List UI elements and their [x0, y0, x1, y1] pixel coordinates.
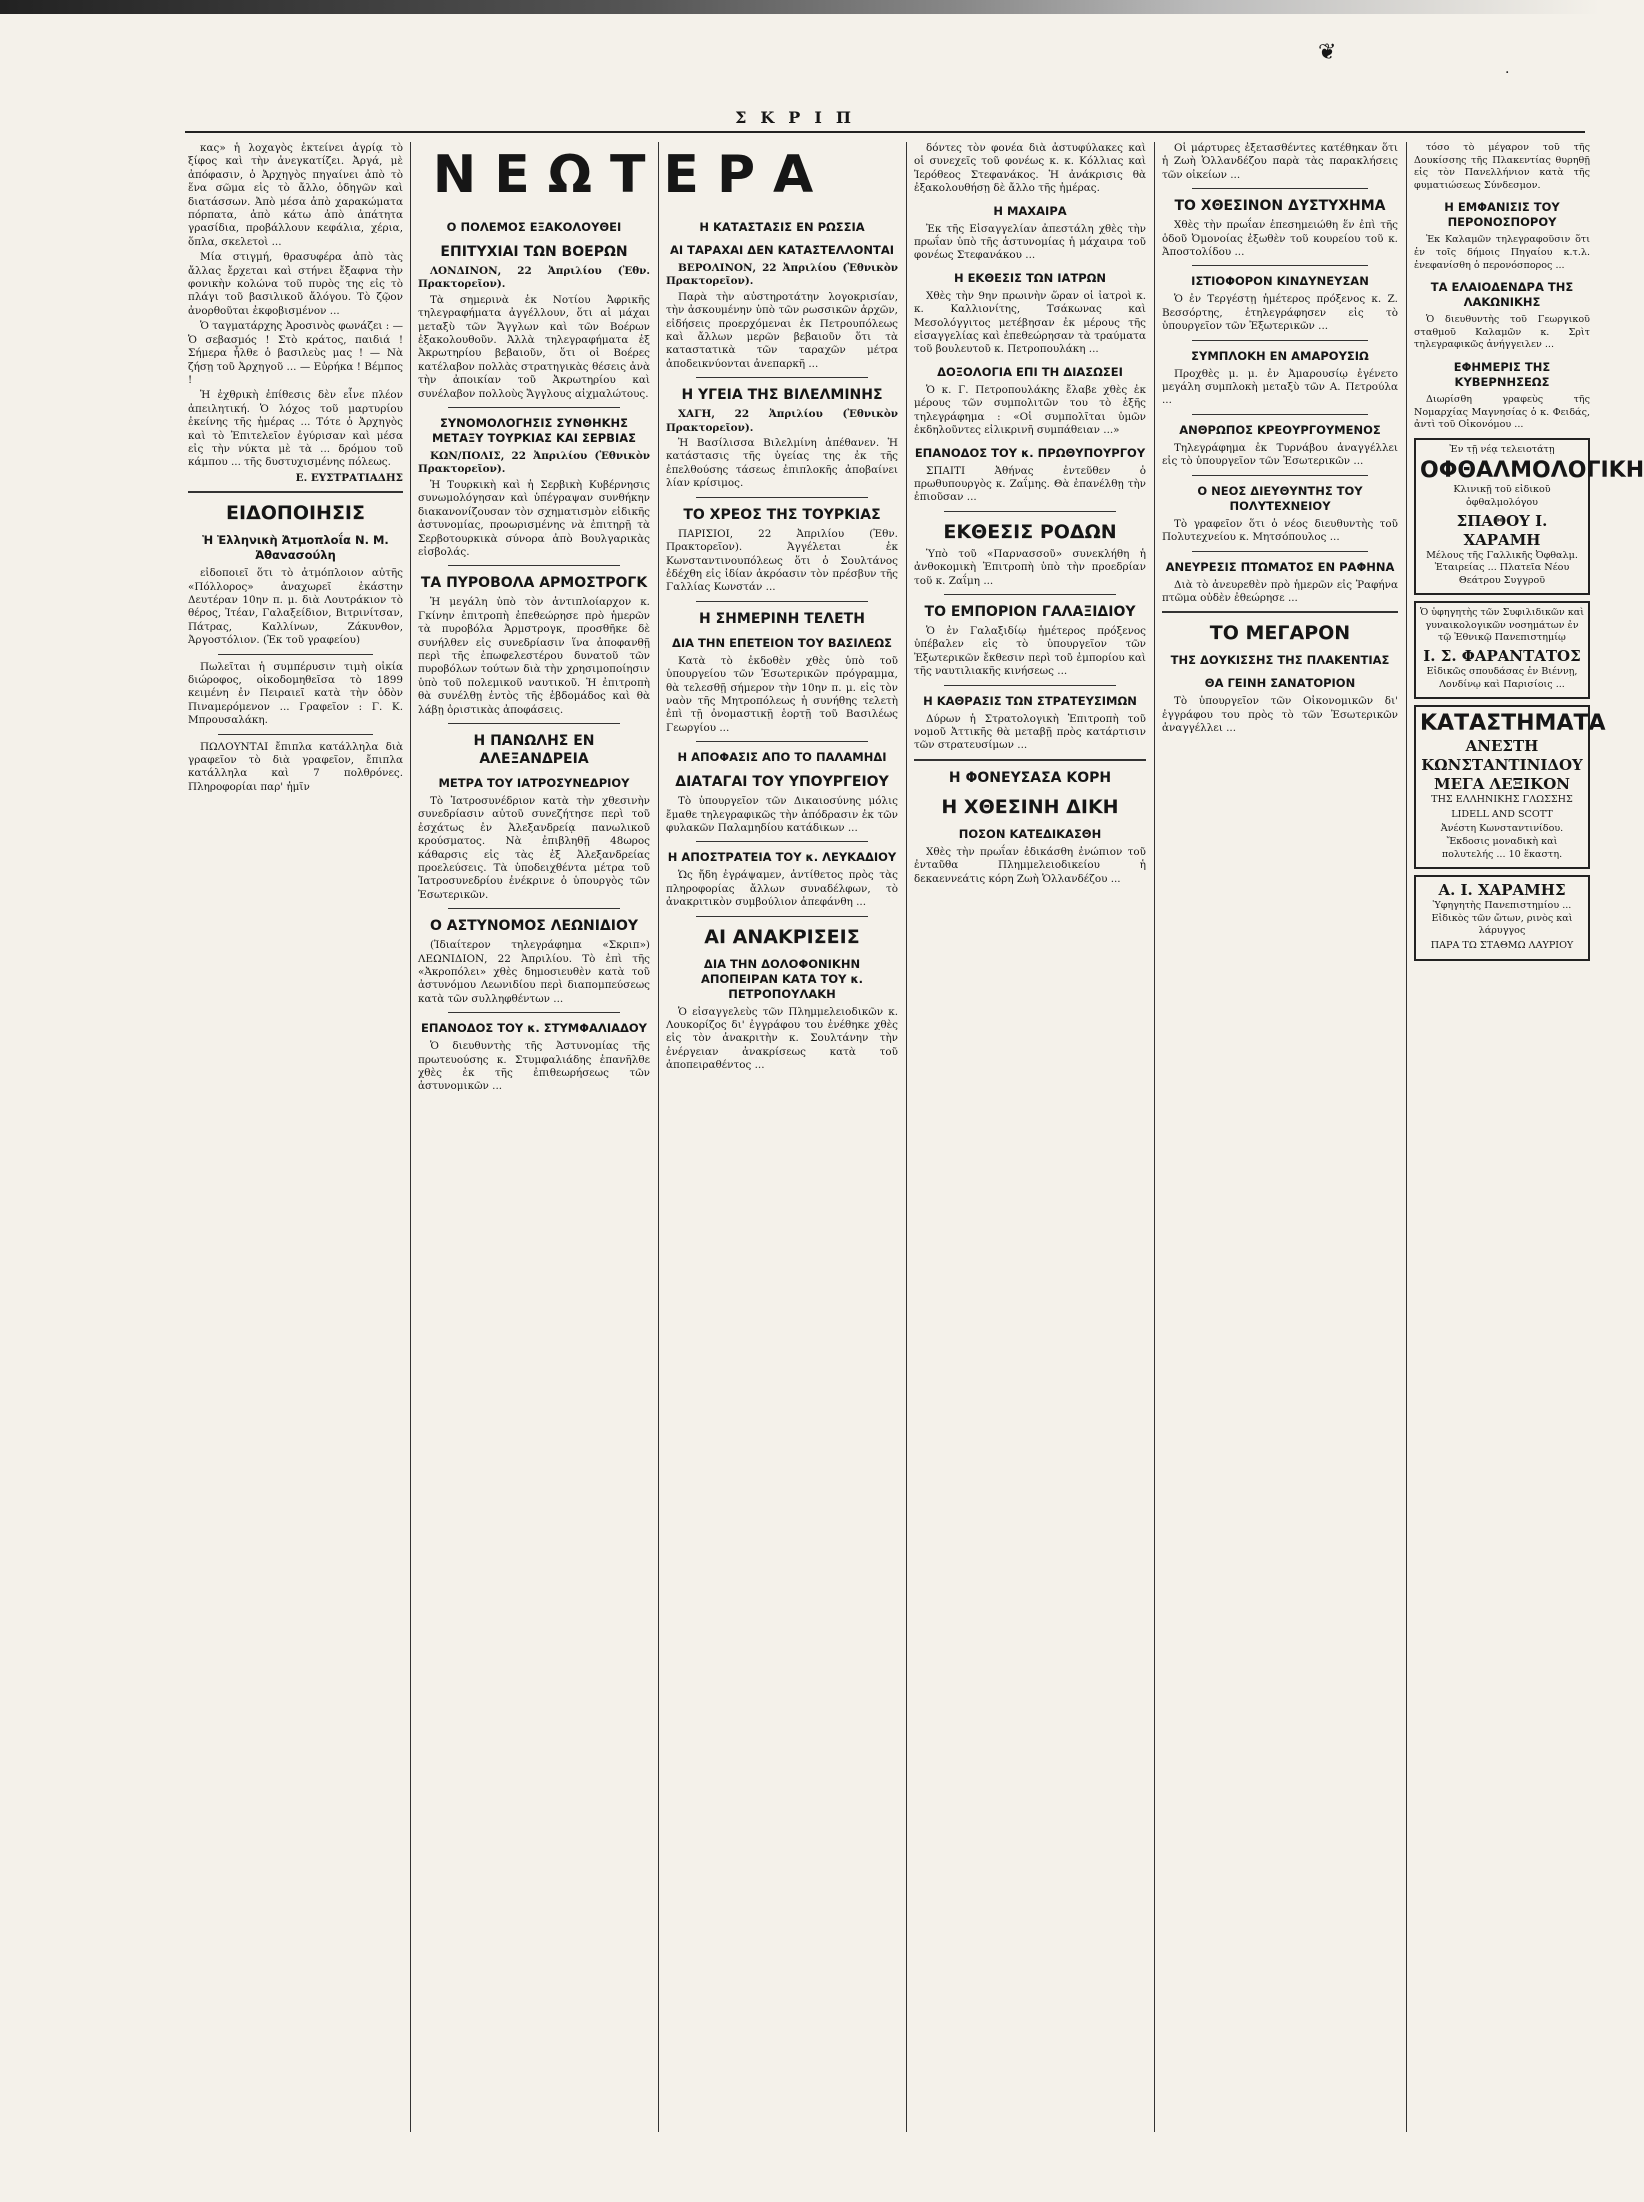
headline: ΤΑ ΠΥΡΟΒΟΛΑ ΑΡΜΟΣΤΡΟΓΚ [420, 575, 648, 592]
article-text: Ὁ ταγματάρχης Ἀροσινὸς φωνάζει : — Ὁ σεβασμός ! Στὸ κράτος, παιδιά ! Σήμερα ἦλθε ὁ βασιλεὺς μας ! — Νὰ ζήσῃ τοῦ Ἀρχηγοῦ ... — Εὐρήκα ! Βέμπος ! [188, 320, 403, 386]
headline: ΤΟ ΧΡΕΟΣ ΤΗΣ ΤΟΥΡΚΙΑΣ [683, 506, 881, 523]
classified-ad: ΠΩΛΟΥΝΤΑΙ ἔπιπλα κατάλληλα διὰ γραφεῖον τὸ διὰ γραφεῖον, ἔπιπλα κατάλληλα καὶ 7 πολθρόνες. Πληροφορίαι παρ' ἡμῖν [188, 740, 403, 793]
dateline: ΧΑΓΗ, 22 Ἀπριλίου (Ἐθνικὸν Πρακτορεῖον). [666, 408, 898, 434]
headline: Η ΠΑΝΩΛΗΣ ΕΝ ΑΛΕΞΑΝΔΡΕΙΑ [473, 732, 595, 767]
headline: Η ΥΓΕΙΑ ΤΗΣ ΒΙΛΕΛΜΙΝΗΣ [681, 387, 883, 404]
article-text: Χθὲς τὴν πρωΐαν ἐδικάσθη ἐνώπιον τοῦ ἐνταῦθα Πλημμελειοδικείου ἡ δεκαεννεάτις κόρη Ζωὴ Ὁλλανδέζου ... [914, 845, 1146, 885]
subheadline: ΜΕΤΡΑ ΤΟΥ ΙΑΤΡΟΣΥΝΕΔΡΙΟΥ [438, 775, 630, 790]
article-text: Μία στιγμή, θρασυφέρα ἀπὸ τὰς ἄλλας ἔρχεται καὶ στήνει ἔξαφνα τὴν φονικὴν κολώνα τοῦ πυρὸς της εἰς τὸ πλάγι τοῦ βασιλικοῦ ἄλόγου. Τὸ ζῷον ἀνορθοῦται ἐκφοβισμένον ... [188, 251, 403, 317]
headline: ΤΟ ΧΘΕΣΙΝΟΝ ΔΥΣΤΥΧΗΜΑ [1174, 198, 1386, 215]
headline: ΣΥΝΟΜΟΛΟΓΗΣΙΣ ΣΥΝΘΗΚΗΣ ΜΕΤΑΞΥ ΤΟΥΡΚΙΑΣ ΚΑΙ ΣΕΡΒΙΑΣ [431, 416, 636, 446]
bookstore-ad [1414, 705, 1606, 869]
article-text: Ὁ διευθυντὴς τῆς Ἀστυνομίας τῆς πρωτευούσης κ. Στυμφαλιάδης ἐπανῆλθε χθὲς ἐκ τῆς ἐπιθεωρήσεως τῶν ἀστυνομικῶν ... [418, 1040, 650, 1093]
divider [448, 1012, 620, 1013]
divider [218, 734, 373, 735]
article-text: τόσο τὸ μέγαρον τοῦ τῆς Δουκίσσης τῆς Πλακεντίας θυρηθῇ εἰς τὸν Πανελλήνιον κατὰ τῆς φυματιώσεως Σύνδεσμον. [1414, 142, 1590, 191]
article-text: Ὁ εἰσαγγελεὺς τῶν Πλημμελειοδικῶν κ. Λουκορίζος δι' ἐγγράφου του ἐνέθηκε χθὲς εἰς τὸν ἀνακριτὴν κ. Σουλτάνην τὴν ἐνέργειαν ἀνακρίσεως κατὰ τοῦ ἀποπειραθέντος ... [666, 1005, 898, 1072]
article-text: Ἡ ἐχθρικὴ ἐπίθεσις δὲν εἶνε πλέον ἀπειλητική. Ὁ λόχος τοῦ μαρτυρίου ἐκείνης τῆς ἡμέρας ... Τότε ὁ Ἀρχηγὸς καὶ τὸ Ἐπιτελεῖον ἐγύρισαν καὶ μέσα εἰς τὴν νύκτα μὲ τὰ ... δρόμου τοῦ κάμπου ... τῆς δυστυχισμένης πόλεως. [188, 389, 403, 469]
column-2 [418, 142, 650, 2202]
headline: Η ΚΑΤΑΣΤΑΣΙΣ ΕΝ ΡΩΣΣΙΑ [699, 220, 865, 234]
doctor-ad [1414, 875, 1590, 960]
ad-text: Ὑφηγητὴς Πανεπιστημίου ... Εἰδικὸς τῶν ὤτων, ρινὸς καὶ λάρυγγος [1431, 900, 1573, 937]
headline: Η ΕΜΦΑΝΙΣΙΣ ΤΟΥ ΠΕΡΟΝΟΣΠΟΡΟΥ [1444, 200, 1560, 230]
notice-text: εἰδοποιεῖ ὅτι τὸ ἀτμόπλοιον αὐτῆς «Πόλλορος» ἀναχωρεῖ ἑκάστην Δευτέραν 10ην π. μ. διὰ Λουτράκιον τὸ θέρος, Ἰτέαν, Γαλαξείδιον, Βιτρινίτσαν, Πάτρας, Καλλίνων, Ζάκυνθον, Ἀργοστόλιον. (Ἐκ τοῦ γραφείου) [188, 567, 403, 647]
column-rule [906, 142, 907, 2132]
column-6 [1414, 142, 1644, 2132]
column-4 [914, 142, 1146, 2132]
headline: Ο ΝΕΟΣ ΔΙΕΥΘΥΝΤΗΣ ΤΟΥ ΠΟΛΥΤΕΧΝΕΙΟΥ [1197, 483, 1363, 513]
headline: ΕΠΑΝΟΔΟΣ ΤΟΥ κ. ΣΤΥΜΦΑΛΙΑΔΟΥ [420, 1021, 648, 1036]
headline: ΑΙ ΑΝΑΚΡΙΣΕΙΣ [704, 925, 860, 948]
headline: Ο ΠΟΛΕΜΟΣ ΕΞΑΚΟΛΟΥΘΕΙ [446, 220, 622, 234]
headline: Η ΦΟΝΕΥΣΑΣΑ ΚΟΡΗ [948, 769, 1112, 786]
article-text: Ὁ ἐν Γαλαξιδίῳ ἡμέτερος πρόξενος ὑπέβαλεν εἰς τὸ ὑπουργεῖον τῶν Ἐξωτερικῶν ἔκθεσιν περὶ τοῦ ἐμπορίου καὶ τῆς ναυτιλιακῆς κινήσεως ... [914, 624, 1146, 678]
article-text: Ἡ Τουρκικὴ καὶ ἡ Σερβικὴ Κυβέρνησις συνωμολόγησαν καὶ ὑπέγραψαν συνθήκην διακανονίζουσαν τὸν σχηματισμὸν εἰδικῆς ἀστυνομίας, προωρισμένης νὰ ἐπιτηρῇ τὰ Σερβοτουρκικὰ σύνορα ἀπὸ Βουλγαρικὰς εἰσβολάς. [418, 478, 650, 558]
ad-title: ΚΑΤΑΣΤΗΜΑΤΑ [1420, 711, 1606, 737]
article-text: (Ἰδιαίτερον τηλεγράφημα «Σκριπ») ΛΕΩΝΙΔΙΟΝ, 22 Ἀπριλίου. Τὸ ἐπὶ τῆς «Ἀκροπόλει» χθὲς δημοσιευθὲν κατὰ τοῦ ἀστυνόμου Λεωνιδίου περὶ διαπομπεύσεως κατὰ τῶν συλληφθέντων ... [418, 939, 650, 1005]
article-text: Προχθὲς μ. μ. ἐν Ἀμαρουσίῳ ἐγένετο μεγάλη συμπλοκὴ μεταξὺ τῶν Α. Πετρούλα ... [1162, 367, 1398, 407]
divider [1192, 551, 1368, 552]
divider [188, 491, 403, 493]
author-signature: Ε. ΕΥΣΤΡΑΤΙΑΔΗΣ [295, 471, 403, 484]
headline: ΑΝΘΡΩΠΟΣ ΚΡΕΟΥΡΓΟΥΜΕΝΟΣ [1179, 422, 1381, 437]
headline: ΣΥΜΠΛΟΚΗ ΕΝ ΑΜΑΡΟΥΣΙΩ [1191, 348, 1369, 363]
divider [696, 841, 868, 842]
divider [1192, 414, 1368, 415]
headline: ΑΝΕΥΡΕΣΙΣ ΠΤΩΜΑΤΟΣ ΕΝ ΡΑΦΗΝΑ [1165, 559, 1395, 574]
divider [696, 741, 868, 742]
column-rule [1154, 142, 1155, 2132]
divider [448, 565, 620, 566]
article-text: Τὸ γραφεῖον ὅτι ὁ νέος διευθυντὴς τοῦ Πολυτεχνείου κ. Μητσόπουλος ... [1162, 517, 1398, 544]
ad-line: Κλινικῇ τοῦ εἰδικοῦ ὀφθαλμολόγου [1453, 484, 1551, 508]
subheadline: ΔΙΑ ΤΗΝ ΔΟΛΟΦΟΝΙΚΗΝ ΑΠΟΠΕΙΡΑΝ ΚΑΤΑ ΤΟΥ κ. ΠΕΤΡΟΠΟΥΛΑΚΗ [700, 956, 864, 1001]
headline: ΕΦΗΜΕΡΙΣ ΤΗΣ ΚΥΒΕΡΝΗΣΕΩΣ [1453, 359, 1551, 389]
headline: ΤΟ ΜΕΓΑΡΟΝ [1209, 622, 1351, 645]
column-rule [410, 142, 411, 2132]
article-text: Παρὰ τὴν αὐστηροτάτην λογοκρισίαν, τὴν ἀσκουμένην ὑπὸ τῶν ρωσσικῶν ἀρχῶν, εἰδήσεις προερχόμεναι ἐκ Πετρουπόλεως καὶ ἄλλων μερῶν βεβαιοῦν ὅτι τὰ καταστατικὰ τῶν ταραχῶν μέτρα ἀποδεικνύονται ἀνεπαρκῆ ... [666, 290, 898, 370]
article-text: Δύρων ἡ Στρατολογικὴ Ἐπιτροπὴ τοῦ νομοῦ Ἀττικῆς θὰ μεταβῇ πρὸς κατάρτισιν τῶν στρατευσίμων ... [914, 712, 1146, 752]
divider [448, 407, 620, 408]
article-text: Διωρίσθη γραφεὺς τῆς Νομαρχίας Μαγνησίας ὁ κ. Φειδάς, ἀντὶ τοῦ Οἰκονόμου ... [1414, 393, 1590, 431]
divider [944, 594, 1116, 595]
divider [696, 601, 868, 602]
subheadline: ΕΠΙΤΥΧΙΑΙ ΤΩΝ ΒΟΕΡΩΝ [440, 244, 628, 260]
subheadline: ΠΟΣΟΝ ΚΑΤΕΔΙΚΑΣΘΗ [958, 826, 1102, 841]
subheadline: ΑΙ ΤΑΡΑΧΑΙ ΔΕΝ ΚΑΤΑΣΤΕΛΛΟΝΤΑΙ [669, 243, 895, 257]
headline: Η ΣΗΜΕΡΙΝΗ ΤΕΛΕΤΗ [699, 610, 865, 627]
article-text: Κατὰ τὸ ἐκδοθὲν χθὲς ὑπὸ τοῦ ὑπουργείου τῶν Ἐσωτερικῶν πρόγραμμα, θὰ τελεσθῇ σήμερον τὴν 10ην π. μ. εἰς τὸν ναὸν τῆς Μητροπόλεως ἡ συνήθης τελετὴ ἐπὶ τῇ ὀνομαστικῇ ἑορτῇ τοῦ Βασιλέως Γεωργίου ... [666, 654, 898, 734]
article-text: Διὰ τὸ ἀνευρεθὲν πρὸ ἡμερῶν εἰς Ῥαφήνα πτῶμα οὐδὲν ἐθεώρησε ... [1162, 578, 1398, 604]
ad-name: ΣΠΑΘΟΥ Ι. ΧΑΡΑΜΗ [1456, 511, 1548, 549]
article-text: Ὁ ἐν Τεργέστῃ ἡμέτερος πρόξενος κ. Ζ. Βεσσόρτης, ἐτηλεγράφησεν εἰς τὸ ὑπουργεῖον τῶν Ἐξωτερικῶν ... [1162, 293, 1398, 333]
article-text: Ἐκ τῆς Εἰσαγγελίαν ἀπεστάλη χθὲς τὴν πρωΐαν ὑπὸ τῆς ἀστυνομίας ἡ μάχαιρα τοῦ φονέως Στεφανάκου ... [914, 222, 1146, 262]
ad-name: Α. Ι. ΧΑΡΑΜΗΣ [1438, 881, 1566, 900]
ad-name: ΑΝΕΣΤΗ ΚΩΝΣΤΑΝΤΙΝΙΔΟΥ [1421, 737, 1583, 775]
dateline: ΚΩΝ/ΠΟΛΙΣ, 22 Ἀπριλίου (Ἐθνικὸν Πρακτορεῖον). [418, 450, 650, 476]
article-text: δόντες τὸν φονέα διὰ ἀστυφύλακες καὶ οἱ συνεχεῖς τοῦ φονέως κ. κ. Κόλλιας καὶ Ἰερόθεος Στεφανάκος. Ἡ ἀνάκρισις θὰ ἐξακολουθήσῃ δὲ ἄλλο τῆς ἡμέρας. [914, 142, 1146, 195]
column-rule [658, 142, 659, 2132]
subheadline: ΘΑ ΓΕΙΝΗ ΣΑΝΑΤΟΡΙΟΝ [1204, 676, 1356, 691]
article-text: Τὸ Ἰατροσυνέδριον κατὰ τὴν χθεσινὴν συνεδρίασιν αὐτοῦ συνεζήτησε περὶ τοῦ ἐσχάτως ἐν Ἀλεξανδρείᾳ πανωλικοῦ κρούσματος. Νὰ ἐπιβληθῇ 48ωρος κάθαρσις εἰς τὰς ἐξ Ἀλεξανδρείας προελεύσεις. Τὰ ὑποδειχθέντα μέτρα τοῦ Ἰατροσυνεδρίου ἐνέκρινε ὁ ὑπουργὸς τῶν Ἐσωτερικῶν. [418, 794, 650, 901]
headline: ΤΑ ΕΛΑΙΟΔΕΝΔΡΑ ΤΗΣ ΛΑΚΩΝΙΚΗΣ [1430, 280, 1574, 310]
article-text: Ὁ διευθυντὴς τοῦ Γεωργικοῦ σταθμοῦ Καλαμῶν κ. Σρὶτ τηλεγραφικῶς ἀνήγγειλεν ... [1414, 314, 1590, 351]
ad-text: Μέλους τῆς Γαλλικῆς Ὀφθαλμ. Ἑταιρείας ... Πλατεῖα Νέου Θεάτρου Συγγροῦ [1426, 549, 1578, 586]
divider [696, 497, 868, 498]
divider [696, 377, 868, 378]
divider [1162, 611, 1398, 613]
divider [1192, 188, 1368, 189]
notices-heading: ΕΙΔΟΠΟΙΗΣΙΣ [226, 502, 365, 525]
divider [696, 916, 868, 917]
ophthalmology-ad [1414, 438, 1644, 596]
subheadline: ΔΙΑΤΑΓΑΙ ΤΟΥ ΥΠΟΥΡΓΕΙΟΥ [675, 774, 889, 791]
ink-blot: ❦ [1318, 40, 1337, 65]
divider [218, 654, 373, 655]
headline: ΕΠΑΝΟΔΟΣ ΤΟΥ κ. ΠΡΩΘΥΠΟΥΡΓΟΥ [914, 445, 1146, 460]
divider [944, 511, 1116, 512]
news-banner: ΝΕΩΤΕΡΑ [432, 145, 832, 205]
article-text: Οἱ μάρτυρες ἐξετασθέντες κατέθηκαν ὅτι ἡ Ζωὴ Ὁλλανδέζου παρὰ τὰς παρακλήσεις τῶν οἰκείων ... [1162, 142, 1398, 181]
notice-title: Ἡ Ἑλληνικὴ Ἀτμοπλοΐα Ν. Μ. Ἀθανασούλη [202, 533, 389, 563]
divider [944, 685, 1116, 686]
ad-subtitle: ΜΕΓΑ ΛΕΞΙΚΟΝ [1433, 775, 1570, 794]
divider [1192, 475, 1368, 476]
subheadline: ΤΗΣ ΔΟΥΚΙΣΣΗΣ ΤΗΣ ΠΛΑΚΕΝΤΙΑΣ [1170, 653, 1390, 668]
article-text: ΠΑΡΙΣΙΟΙ, 22 Ἀπριλίου (Ἐθν. Πρακτορεῖον). Ἀγγέλεται ἐκ Κωνσταντινουπόλεως ὅτι ὁ Σουλτάνος ἐδέχθη εἰς ἰδίαν ἀκρόασιν τὸν πρέσβυν τῆς Γαλλίας Κωνστάν ... [666, 527, 898, 594]
subheadline: Η ΧΘΕΣΙΝΗ ΔΙΚΗ [941, 795, 1119, 818]
classified-ad: Πωλεῖται ἡ συμπέρυσιν τιμὴ οἰκία διώροφος, οἰκοδομηθεῖσα τὸ 1899 κειμένη ἐν Πειραιεῖ κατὰ τὴν ὁδὸν Πιναμερόμενον ... Γραφεῖον : Γ. Κ. Μπρουσαλάκη. [188, 660, 403, 727]
column-1 [188, 142, 403, 2132]
article-text: Τηλεγράφημα ἐκ Τυρνάβου ἀναγγέλλει εἰς τὸ ὑπουργεῖον τῶν Ἐσωτερικῶν ... [1162, 441, 1398, 468]
ad-title: ΟΦΘΑΛΜΟΛΟΓΙΚΗ [1420, 458, 1644, 484]
divider [1192, 265, 1368, 266]
divider [914, 759, 1146, 761]
scan-edge [0, 0, 1600, 14]
headline: Η ΕΚΘΕΣΙΣ ΤΩΝ ΙΑΤΡΩΝ [953, 270, 1107, 285]
column-rule [1406, 142, 1407, 2132]
column-3 [666, 142, 898, 2202]
ad-line: Ὁ ὑφηγητὴς τῶν Συφιλιδικῶν καὶ γυναικολογικῶν νοσημάτων ἐν τῷ Ἐθνικῷ Πανεπιστημίῳ [1420, 607, 1584, 644]
article-text: Ὁ κ. Γ. Πετροπουλάκης ἔλαβε χθὲς ἐκ μέρους τῶν συμπολιτῶν του τὸ ἑξῆς τηλεγράφημα : «Οἱ συμπολῖται ὑμῶν ἐκδηλοῦντες εἰλικρινῆ συμπάθειαν ...» [914, 383, 1146, 437]
headline: ΤΟ ΕΜΠΟΡΙΟΝ ΓΑΛΑΞΙΔΙΟΥ [924, 603, 1136, 620]
headline: Η ΑΠΟΦΑΣΙΣ ΑΠΟ ΤΟ ΠΑΛΑΜΗΔΙ [677, 750, 887, 765]
physician-ad [1414, 601, 1590, 699]
headline: Ο ΑΣΤΥΝΟΜΟΣ ΛΕΩΝΙΔΙΟΥ [429, 918, 639, 935]
article-text: Ἐκ Καλαμῶν τηλεγραφοῦσιν ὅτι ἐν τοῖς δήμοις Πηγαίου κ.τ.λ. ἐνεφανίσθη ὁ περονόσπορος ... [1414, 234, 1590, 271]
dateline: ΒΕΡΟΛΙΝΟΝ, 22 Ἀπριλίου (Ἐθνικὸν Πρακτορεῖον). [666, 262, 898, 288]
article-text: Τὸ ὑπουργεῖον τῶν Οἰκονομικῶν δι' ἐγγράφου του πρὸς τὸ τῶν Ἐσωτερικῶν ἀναγγέλλει ... [1162, 695, 1398, 735]
ad-text: Ἀνέστη Κωνσταντινίδου. Ἔκδοσις μοναδικὴ καὶ πολυτελής ... 10 ἕκαστη. [1440, 823, 1564, 860]
headline: Η ΜΑΧΑΙΡΑ [993, 203, 1067, 218]
article-text: Ἡ Βασίλισσα Βιλελμίνη ἀπέθανεν. Ἡ κατάστασις τῆς ὑγείας της ἐκ τῆς ἐπελθούσης τάσεως ἐπιπλοκῆς ἀποβαίνει λίαν κρίσιμος. [666, 437, 898, 490]
headline: ΔΟΞΟΛΟΓΙΑ ΕΠΙ ΤΗ ΔΙΑΣΩΣΕΙ [937, 364, 1123, 379]
article-text: Χθὲς τὴν πρωΐαν ἐπεσημειώθη ἕν ἐπὶ τῆς ὁδοῦ Ὀμονοίας ἐξωθὲν τοῦ κουρείου τοῦ κ. Ἀποστολίδου ... [1162, 219, 1398, 259]
divider [448, 908, 620, 909]
ad-text: Εἰδικῶς σπουδάσας ἐν Βιέννῃ, Λονδίνῳ καὶ Παρισίοις ... [1426, 666, 1578, 690]
headline: ΕΚΘΕΣΙΣ ΡΟΔΩΝ [943, 520, 1117, 543]
column-5 [1162, 142, 1398, 2132]
ad-line: LIDELL AND SCOTT [1451, 808, 1553, 820]
subheadline: ΔΙΑ ΤΗΝ ΕΠΕΤΕΙΟΝ ΤΟΥ ΒΑΣΙΛΕΩΣ [671, 635, 893, 650]
headline: Η ΑΠΟΣΤΡΑΤΕΙΑ ΤΟΥ κ. ΛΕΥΚΑΔΙΟΥ [667, 850, 897, 865]
article-text: Ἡ μεγάλη ὑπὸ τὸν ἀντιπλοίαρχον κ. Γκίνην ἐπιτροπὴ ἐπεθεώρησε πρὸ ἡμερῶν τὰ πυροβόλα Ἀρμστρογκ, προσθῆκε δὲ συνήλθεν εἰς συνεδρίασιν ἵνα ἀποφανθῇ περὶ τῆς ἐπωφελεστέρου δυνατοῦ τῶν πυροβόλων τούτων διὰ τὴν χρησιμοποίησιν ὑπὸ τοῦ πολεμικοῦ ναυτικοῦ. Ἡ ἐπιτροπὴ θὰ συνέλθῃ ἐντὸς τῆς ἑβδομάδος καὶ θὰ λάβῃ ὁριστικὰς ἀποφάσεις. [418, 596, 650, 716]
article-text: κας» ἡ λοχαγὸς ἐκτείνει ἀγρίᾳ τὸ ξίφος καὶ τὴν ἀνεγκατίζει. Ἀργά, μὲ ἀπόφασιν, ὁ Ἀρχηγὸς πηγαίνει ἀπὸ τὸ ἕνα σῶμα εἰς τὸ ἄλλο, ὁδηγῶν καὶ διατάσσων. Ἀπὸ μέσα ἀπὸ χαρακώματα πόρπατα, ἀπὸ κάτω ἀπὸ ἀπάτητα γρασίδια, προβάλλουν κεφάλια, χέρια, ὅπλα, σκελετοὶ ... [188, 142, 403, 248]
ad-name: Ι. Σ. ΦΑΡΑΝΤΑΤΟΣ [1423, 647, 1581, 666]
article-text: Ὑπὸ τοῦ «Παρνασσοῦ» συνεκλήθη ἡ ἀνθοκομικὴ Ἐπιτροπὴ ὑπὸ τὴν προεδρίαν τοῦ κ. Ζαΐμη ... [914, 547, 1146, 587]
dateline: ΛΟΝΔΙΝΟΝ, 22 Ἀπριλίου (Ἐθν. Πρακτορεῖον). [418, 265, 650, 291]
masthead: ΣΚΡΙΠ [735, 108, 865, 127]
article-text: Ὡς ἤδη ἐγράψαμεν, ἀντίθετος πρὸς τὰς πληροφορίας ἄλλων συναδέλφων, τὸ ἀνακριτικὸν συμβούλιον ἀπεφάνθη ... [666, 869, 898, 909]
article-text: Τὸ ὑπουργεῖον τῶν Δικαιοσύνης μόλις ἔμαθε τηλεγραφικῶς τὴν ἀπόδρασιν ἐκ τῶν φυλακῶν Παλαμηδίου κατάδικων ... [666, 795, 898, 834]
headline: Η ΚΑΘΡΑΣΙΣ ΤΩΝ ΣΤΡΑΤΕΥΣΙΜΩΝ [923, 693, 1137, 708]
headline: ΙΣΤΙΟΦΟΡΟΝ ΚΙΝΔΥΝΕΥΣΑΝ [1191, 274, 1369, 289]
divider [448, 723, 620, 724]
ad-line: ΠΑΡΑ ΤΩ ΣΤΑΘΜΩ ΛΑΥΡΙΟΥ [1430, 940, 1574, 951]
article-text: Τὰ σημερινὰ ἐκ Νοτίου Ἀφρικῆς τηλεγραφήματα ἀγγέλλουν, ὅτι αἱ μάχαι μεταξὺ τῶν Ἄγγλων καὶ τῶν Βοέρων ἐξακολουθοῦν. Ἀλλὰ τηλεγραφήματα ἐξ Ἀκρωτηρίου βεβαιοῦν, ὅτι οἱ Βοέρες κατέλαβον πολλὰς στρατηγικὰς θέσεις ἀνὰ τὴν ἀποικίαν τοῦ Ἀκρωτηρίου καὶ συνέλαβον πολλοὺς Ἄγγλους αἰχμαλώτους. [418, 293, 650, 400]
ad-line: Ἐν τῇ νέᾳ τελειοτάτῃ [1449, 443, 1555, 455]
divider [1192, 340, 1368, 341]
article-text: Χθὲς τὴν 9ην πρωινὴν ὥραν οἱ ἰατροὶ κ. κ. Καλλιονίτης, Τσάκωνας καὶ Μεσολόγγιτος μετέβησαν ἐκ μέρους τῆς εἰσαγγελίας καὶ ἐπεθεώρησαν τὰ τραύματα τοῦ βουλευτοῦ κ. Πετροπουλάκη ... [914, 289, 1146, 356]
ad-line: ΤΗΣ ΕΛΛΗΝΙΚΗΣ ΓΛΩΣΣΗΣ [1431, 794, 1573, 806]
ink-speck: · [1505, 65, 1510, 81]
masthead-rule [185, 131, 1585, 133]
article-text: ΣΠΑΙΤΙ Ἀθήνας ἐντεῦθεν ὁ πρωθυπουργὸς κ. Ζαΐμης. Θὰ ἐπανέλθῃ τὴν ἐπιοῦσαν ... [914, 464, 1146, 504]
